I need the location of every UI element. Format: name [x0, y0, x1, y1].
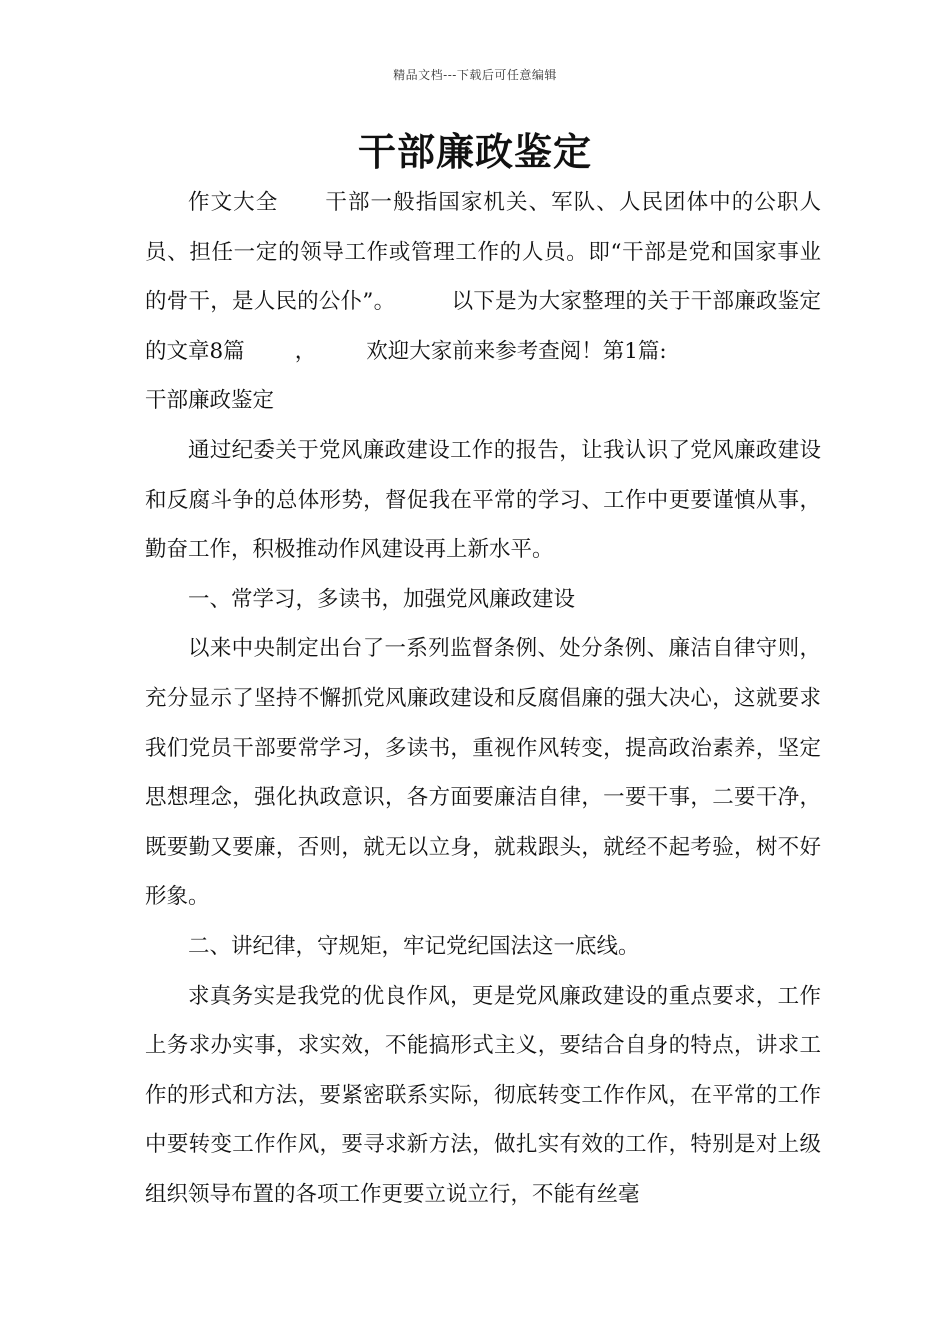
document-body	[145, 178, 821, 1219]
intro-part3: 欢迎大家前来参考查阅！第1篇:	[366, 338, 667, 364]
intro-part2: 以下是为大家整理的关于干部廉政鉴定的文章8篇	[145, 289, 821, 364]
body-paragraph: 求真务实是我党的优良作风，更是党风廉政建设的重点要求，工作上务求办实事，求实效，不能搞形式主义，要结合自身的特点，讲求工作的形式和方法，要紧密联系实际，彻底转变工作作风，在平常的工作中要转变工作作风，要寻求新方法，做扎实有效的工作，特别是对上级组织领导布置的各项工作更要立说立行，不能有丝毫	[145, 983, 821, 1207]
section-heading: 二、讲纪律，守规矩，牢记党纪国法这一底线。	[188, 933, 640, 959]
intro-comma: ，	[294, 338, 317, 364]
body-paragraph: 以来中央制定出台了一系列监督条例、处分条例、廉洁自律守则，充分显示了坚持不懈抓党风廉政建设和反腐倡廉的强大决心，这就要求我们党员干部要常学习，多读书，重视作风转变，提高政治素养，坚定思想理念，强化执政意识，各方面要廉洁自律，一要干事，二要干净，既要勤又要廉，否则，就无以立身，就栽跟头，就经不起考验，树不好形象。	[145, 636, 821, 910]
body-paragraph: 通过纪委关于党风廉政建设工作的报告，让我认识了党风廉政建设和反腐斗争的总体形势，督促我在平常的学习、工作中更要谨慎从事，勤奋工作，积极推动作风建设再上新水平。	[145, 437, 821, 563]
intro-lead: 作文大全	[188, 190, 279, 215]
intro-part1: 干部一般指国家机关、军队、人民团体中的公职人员、担任一定的领导工作或管理工作的人员。即“干部是党和国家事业的骨干，是人民的公仆”。	[145, 190, 821, 315]
intro-paragraph	[145, 178, 821, 376]
section-heading: 一、常学习，多读书，加强党风廉政建设	[188, 586, 576, 612]
document-title: 干部廉政鉴定	[357, 129, 592, 174]
running-header: 精品文档---下载后可任意编辑	[393, 68, 557, 82]
article-subtitle: 干部廉政鉴定	[145, 388, 275, 414]
